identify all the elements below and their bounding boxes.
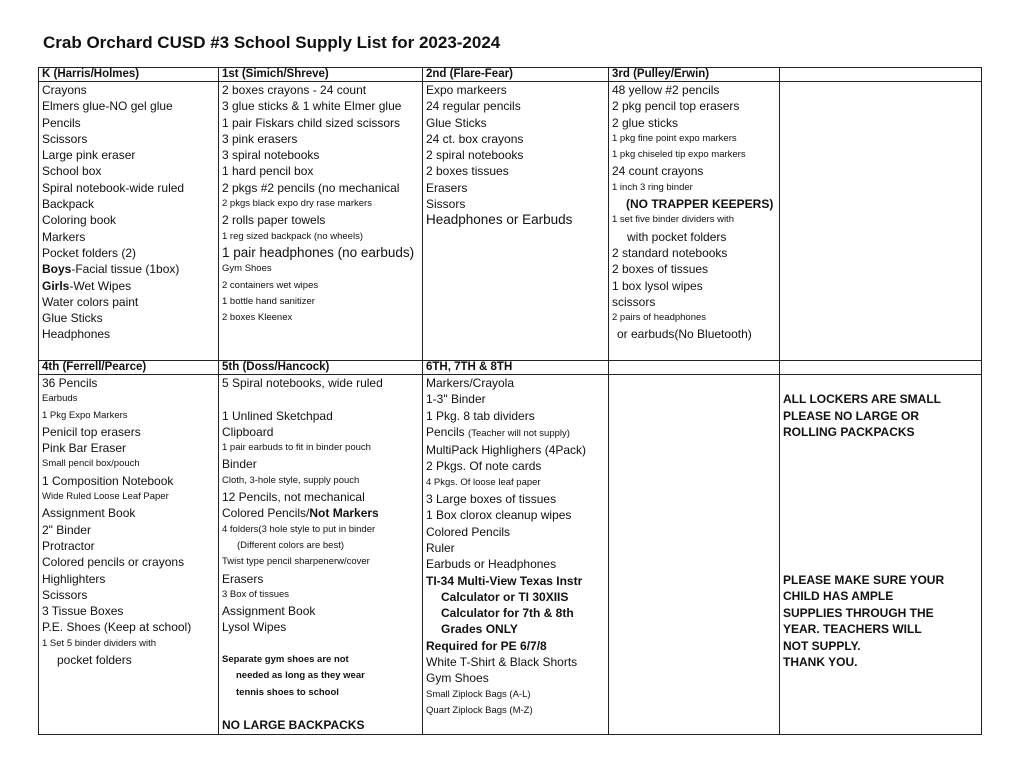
notes-spacer-top (783, 375, 981, 391)
list-item: 2 standard notebooks (612, 245, 728, 260)
list-item: 24 ct. box crayons (426, 131, 524, 146)
notes-cell (780, 375, 982, 735)
list-item: Erasers (426, 180, 468, 195)
list-item: 1 Box clorox cleanup wipes (426, 508, 572, 523)
list-item: 1 Composition Notebook (42, 473, 174, 488)
list-item: Twist type pencil sharpenerw/cover (222, 556, 370, 568)
fourth-list (39, 375, 219, 735)
list-item: 1 Pkg. 8 tab dividers (426, 408, 535, 423)
bottom-body-row (39, 375, 982, 735)
list-item: Scissors (42, 587, 88, 602)
fifth-list (219, 375, 423, 735)
supplies-note-line: THANK YOU. (783, 655, 858, 669)
page-title: Crab Orchard CUSD #3 School Supply List for 2023-2024 (43, 33, 501, 52)
not-markers-text: Not Markers (309, 506, 379, 521)
lockers-note-line: PLEASE NO LARGE OR (783, 408, 920, 423)
list-item: Grades ONLY (441, 622, 518, 637)
list-item: 1 pair Fiskars child sized scissors (222, 115, 401, 130)
list-item: Scissors (42, 131, 88, 146)
list-item: 1 bottle hand sanitizer (222, 295, 315, 307)
list-item: 1 pair earbuds to fit in binder pouch (222, 442, 371, 454)
list-item: 3 Tissue Boxes (42, 604, 124, 619)
list-item: Quart Ziplock Bags (M-Z) (426, 704, 533, 716)
list-item: TI-34 Multi-View Texas Instr (426, 573, 583, 588)
list-item: Lysol Wipes (222, 620, 287, 635)
list-item: Calculator or TI 30XIIS (441, 589, 569, 604)
list-item: 2 boxes tissues (426, 164, 509, 179)
supplies-note-line: SUPPLIES THROUGH THE (783, 605, 934, 620)
list-item: Water colors paint (42, 294, 139, 309)
empty-top-cell (780, 82, 982, 361)
list-item: 36 Pencils (42, 376, 98, 390)
list-item: 2 containers wet wipes (222, 279, 319, 291)
list-item: Clipboard (222, 424, 274, 439)
list-item: Required for PE 6/7/8 (426, 638, 547, 653)
colored-pencils-text: Colored Pencils/ (222, 506, 310, 521)
list-item: Large pink eraser (42, 148, 136, 163)
list-item: 3 Box of tissues (222, 588, 290, 600)
list-item: 12 Pencils, not mechanical (222, 490, 365, 505)
supplies-note-line: YEAR. TEACHERS WILL (783, 622, 922, 636)
list-item: NO LARGE BACKPACKS (222, 718, 365, 733)
header-2nd: 2nd (Flare-Fear) (423, 68, 609, 82)
list-item: 1 inch 3 ring binder (612, 181, 693, 193)
header-empty-bottom-b (780, 361, 982, 375)
list-item: 2 pkgs #2 pencils (no mechanical (222, 180, 400, 195)
header-empty-bottom-a (609, 361, 780, 375)
girls-text: -Wet Wipes (69, 278, 132, 293)
k-list (39, 82, 219, 361)
list-item: 3 spiral notebooks (222, 148, 320, 163)
list-item: (Different colors are best) (237, 539, 345, 551)
header-6th-8th: 6TH, 7TH & 8TH (423, 361, 609, 375)
list-item: Sissors (426, 197, 466, 212)
list-item: Small pencil box/pouch (42, 458, 140, 470)
list-item: Coloring book (42, 213, 117, 228)
list-item: Gym Shoes (426, 671, 489, 686)
list-item: Gym Shoes (222, 263, 272, 275)
list-item-girls (42, 278, 218, 294)
list-item: Crayons (42, 83, 87, 97)
list-item: Markers/Crayola (426, 376, 515, 390)
list-item: 2 pkg pencil top erasers (612, 99, 740, 114)
list-item: 1 pkg chiseled tip expo markers (612, 149, 746, 161)
list-item: 2 rolls paper towels (222, 213, 326, 228)
top-header-row (39, 68, 982, 82)
list-item-blank (222, 391, 422, 407)
list-item: Highlighters (42, 571, 106, 586)
top-body-row (39, 82, 982, 361)
list-item: scissors (612, 294, 656, 309)
list-item: with pocket folders (627, 229, 727, 244)
list-item: Small Ziplock Bags (A-L) (426, 688, 531, 700)
list-item: 24 regular pencils (426, 99, 521, 114)
list-item: Protractor (42, 538, 95, 553)
list-item: 5 Spiral notebooks, wide ruled (222, 376, 383, 390)
sixth-list (423, 375, 609, 735)
list-item: Pocket folders (2) (42, 245, 137, 260)
list-item: needed as long as they wear (236, 670, 365, 682)
list-item: tennis shoes to school (236, 686, 339, 698)
girls-label: Girls (42, 278, 70, 293)
list-item: Expo markeers (426, 83, 507, 97)
list-item: 1 set five binder dividers with (612, 214, 734, 226)
list-item: Pink Bar Eraser (42, 441, 127, 456)
list-item: 2 pairs of headphones (612, 312, 707, 324)
list-item: 2 pkgs black expo dry rase markers (222, 198, 372, 210)
list-item: 1-3" Binder (426, 392, 486, 407)
list-item: 4 folders(3 hole style to put in binder (222, 523, 376, 535)
header-empty-top (780, 68, 982, 82)
supply-table (38, 67, 982, 735)
list-item: Separate gym shoes are not (222, 654, 349, 666)
list-item: or earbuds(No Bluetooth) (617, 327, 752, 342)
pencils-text: Pencils (426, 424, 469, 439)
list-item: Cloth, 3-hole style, supply pouch (222, 474, 360, 486)
list-item: 3 glue sticks & 1 white Elmer glue (222, 99, 402, 114)
boys-text: -Facial tissue (1box) (71, 262, 180, 277)
list-item: 2 spiral notebooks (426, 148, 524, 163)
lockers-note-line: ROLLING PACKPACKS (783, 425, 915, 439)
header-4th: 4th (Ferrell/Pearce) (39, 361, 219, 375)
header-3rd: 3rd (Pulley/Erwin) (609, 68, 780, 82)
list-item: Headphones (42, 327, 111, 342)
list-item-blank (222, 701, 422, 717)
bottom-header-row (39, 361, 982, 375)
list-item: P.E. Shoes (Keep at school) (42, 620, 192, 635)
list-item: Markers (42, 229, 86, 244)
supplies-note-line: CHILD HAS AMPLE (783, 589, 894, 603)
list-item: Calculator for 7th & 8th (441, 606, 574, 621)
list-item: 1 hard pencil box (222, 164, 314, 179)
list-item: Ruler (426, 540, 455, 555)
list-item: 2 glue sticks (612, 115, 679, 130)
header-k: K (Harris/Holmes) (39, 68, 219, 82)
list-item: 1 box lysol wipes (612, 278, 703, 293)
header-1st: 1st (Simich/Shreve) (219, 68, 423, 82)
list-item: 2 boxes crayons - 24 count (222, 83, 367, 97)
list-item: Colored Pencils (426, 524, 511, 539)
first-list (219, 82, 423, 361)
list-item: 2 boxes Kleenex (222, 312, 293, 324)
list-item-blank (222, 636, 422, 652)
list-item: Binder (222, 457, 257, 472)
list-item: Penicil top erasers (42, 424, 141, 439)
list-item-colored-pencils (222, 505, 422, 521)
list-item: 3 Large boxes of tissues (426, 492, 557, 507)
list-item: Headphones or Earbuds (426, 212, 573, 228)
list-item: Spiral notebook-wide ruled (42, 180, 185, 195)
list-item: Pencils (42, 115, 81, 130)
list-item: pocket folders (57, 653, 132, 668)
list-item: Erasers (222, 571, 264, 586)
list-item-boys (42, 261, 218, 277)
list-item: 2" Binder (42, 522, 91, 537)
supplies-note-line: PLEASE MAKE SURE YOUR (783, 572, 945, 587)
list-item: MultiPack Highlighers (4Pack) (426, 443, 587, 458)
list-item-pencils (426, 424, 608, 442)
notes-spacer-mid (783, 441, 981, 572)
list-item: Earbuds (42, 393, 78, 405)
list-item: 3 pink erasers (222, 131, 298, 146)
list-item: (NO TRAPPER KEEPERS) (626, 197, 774, 212)
list-item: 1 reg sized backpack (no wheels) (222, 230, 363, 242)
list-item: Earbuds or Headphones (426, 557, 557, 572)
list-item: 1 Pkg Expo Markers (42, 409, 128, 421)
third-list (609, 82, 780, 361)
list-item: 24 count crayons (612, 164, 704, 179)
list-item: 48 yellow #2 pencils (612, 83, 720, 97)
list-item: 4 Pkgs. Of loose leaf paper (426, 476, 541, 488)
list-item: Assignment Book (222, 604, 316, 619)
boys-label: Boys (42, 262, 72, 277)
list-item: Glue Sticks (426, 115, 487, 130)
lockers-note-line: ALL LOCKERS ARE SMALL (783, 392, 941, 406)
second-list (423, 82, 609, 361)
list-item: Wide Ruled Loose Leaf Paper (42, 491, 169, 503)
list-item: Backpack (42, 197, 95, 212)
list-item: 1 Unlined Sketchpad (222, 408, 333, 423)
list-item: 1 pair headphones (no earbuds) (222, 244, 415, 260)
empty-bottom-cell (609, 375, 780, 735)
list-item: 1 Set 5 binder dividers with (42, 637, 157, 649)
list-item: Assignment Book (42, 506, 136, 521)
list-item: 1 pkg fine point expo markers (612, 132, 737, 144)
list-item: 2 boxes of tissues (612, 262, 709, 277)
header-5th: 5th (Doss/Hancock) (219, 361, 423, 375)
list-item: White T-Shirt & Black Shorts (426, 655, 578, 670)
supplies-note-line: NOT SUPPLY. (783, 638, 861, 653)
list-item: School box (42, 164, 102, 179)
list-item: 2 Pkgs. Of note cards (426, 459, 542, 474)
list-item: Elmers glue-NO gel glue (42, 99, 173, 114)
list-item: Colored pencils or crayons (42, 555, 185, 570)
pencils-note: (Teacher will not supply) (468, 427, 570, 439)
list-item: Glue Sticks (42, 311, 103, 326)
